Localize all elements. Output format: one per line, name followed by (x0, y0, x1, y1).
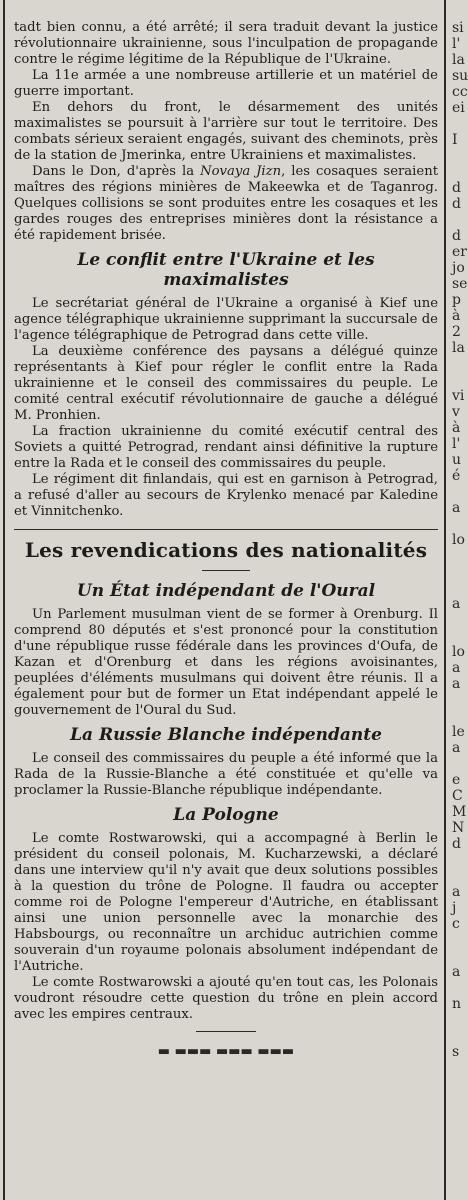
adjacent-column-line: la (452, 340, 465, 356)
subheading-oural: Un État indépendant de l'Oural (76, 581, 376, 601)
adjacent-column-line (452, 164, 465, 180)
adjacent-column-line (452, 612, 465, 628)
adjacent-column-line (452, 756, 465, 772)
adjacent-column-line (452, 1060, 465, 1076)
article-end-rule (196, 1031, 256, 1032)
adjacent-column-line: e (452, 772, 461, 788)
adjacent-column-line (452, 980, 465, 996)
subheading-pologne: La Pologne (173, 805, 279, 825)
adjacent-column-line (452, 356, 465, 372)
adjacent-column-line: er (452, 244, 467, 260)
adjacent-column-line: a (452, 884, 461, 900)
article-paragraph: La fraction ukrainienne du comité exécutif central des Soviets a quitté Petrograd, rendant ainsi définitive la rupture entre la Rada et le conseil des commissaires du peuple. (14, 424, 438, 471)
adjacent-column-line: l' (452, 36, 461, 52)
adjacent-column-line: u (452, 452, 462, 468)
adjacent-column-line: l' (452, 436, 461, 452)
adjacent-column-line: a (452, 676, 461, 692)
adjacent-column-line: à (452, 420, 461, 436)
adjacent-column-line (452, 484, 465, 500)
adjacent-column-line: jo (452, 260, 465, 276)
adjacent-column-line: 2 (452, 324, 461, 340)
article-paragraph: Dans le Don, d'après la Novaya Jizn, les cosaques seraient maîtres des régions minières de Makeewka et de Taganrog. Quelques collisions se sont produites entre les cosaques et les gardes rouges des entreprises minières dont la résistance a été rapidement brisée. (14, 164, 438, 243)
adjacent-column-line: d (452, 196, 461, 212)
article-paragraph: Le régiment dit finlandais, qui est en garnison à Petrograd, a refusé d'aller au secours de Krylenko menacé par Kaledine et Vinnitchenko. (14, 472, 438, 519)
adjacent-column-line: a (452, 964, 461, 980)
heading-underline (202, 570, 250, 571)
adjacent-column-line (452, 868, 465, 884)
adjacent-column-line (452, 628, 465, 644)
adjacent-column-line: C (452, 788, 463, 804)
adjacent-column-line: le (452, 724, 465, 740)
adjacent-column-line (452, 852, 465, 868)
adjacent-column-line (452, 708, 465, 724)
article-paragraph: La deuxième conférence des paysans a délégué quinze représentants à Kief pour régler le conflit entre la Rada ukrainienne et le conseil des commissaires du peuple. Le comité central exécutif révolutionnaire de gauche a délégué M. Pronhien. (14, 344, 438, 423)
adjacent-column-line: v (452, 404, 460, 420)
cut-off-next-heading: ▬ ▬▬▬ ▬▬▬ ▬▬▬ (157, 1044, 295, 1059)
column-divider (444, 0, 446, 1200)
adjacent-column-line (452, 212, 465, 228)
adjacent-column-line: ei (452, 100, 465, 116)
adjacent-column-line: j (452, 900, 457, 916)
adjacent-column-line (452, 948, 465, 964)
adjacent-column-line: lo (452, 644, 465, 660)
adjacent-column-line: la (452, 52, 465, 68)
adjacent-column-line: I (452, 132, 458, 148)
adjacent-column-line: s (452, 1044, 460, 1060)
adjacent-column-line: M (452, 804, 467, 820)
article-paragraph: Le comte Rostwarowski a ajouté qu'en tout cas, les Polonais voudront résoudre cette question du trône en plein accord avec les empires centraux. (14, 975, 438, 1022)
adjacent-column-line (452, 548, 465, 564)
adjacent-column-line: c (452, 916, 460, 932)
article-paragraph: Le secrétariat général de l'Ukraine a organisé à Kief une agence télégraphique ukrainienne supprimant la succursale de l'agence télégraphique de Petrograd dans cette ville. (14, 296, 438, 343)
adjacent-column-line: a (452, 500, 461, 516)
adjacent-column-line: a (452, 596, 461, 612)
adjacent-column-line (452, 692, 465, 708)
adjacent-column-line (452, 1012, 465, 1028)
adjacent-column-line: se (452, 276, 468, 292)
adjacent-column-line: d (452, 228, 461, 244)
subheading-russie-blanche: La Russie Blanche indépendante (70, 725, 382, 745)
adjacent-column-line (452, 372, 465, 388)
adjacent-column-line: su (452, 68, 468, 84)
adjacent-column-line: lo (452, 532, 465, 548)
adjacent-column-line: d (452, 836, 461, 852)
adjacent-column-line: p (452, 292, 461, 308)
adjacent-column-line: si (452, 20, 464, 36)
adjacent-column-line (452, 1028, 465, 1044)
section-divider (14, 529, 438, 530)
adjacent-column-line: vi (452, 388, 465, 404)
article-paragraph: tadt bien connu, a été arrêté; il sera traduit devant la justice révolutionnaire ukrainienne, sous l'inculpation de propagande contre le régime légitime de la République de l'Ukraine. (14, 20, 438, 67)
adjacent-column-fragment (452, 20, 468, 1092)
adjacent-column-line (452, 564, 465, 580)
adjacent-column-line: a (452, 660, 461, 676)
adjacent-column-line: N (452, 820, 465, 836)
article-paragraph: La 11e armée a une nombreuse artillerie et un matériel de guerre important. (14, 68, 438, 99)
adjacent-column-line (452, 116, 465, 132)
adjacent-column-line: cc (452, 84, 468, 100)
adjacent-column-line (452, 580, 465, 596)
article-paragraph: Le comte Rostwarowski, qui a accompagné à Berlin le président du conseil polonais, M. Kucharzewski, a déclaré dans une interview qu'il n'y avait que deux solutions possibles à la question du trône de Pologne. Il faudra ou accepter comme roi de Pologne l'empereur d'Autriche, en établissant ainsi une union personnelle avec la monarchie des Habsbourgs, ou reconnaître un archiduc autrichien comme souverain d'un royaume polonais absolument indépendant de l'Autriche. (14, 831, 438, 974)
section-heading-nationalites: Les revendications des nationalités (24, 538, 428, 562)
left-border-rule (3, 0, 5, 1200)
subheading-conflit: Le conflit entre l'Ukraine et les maximalistes (77, 250, 375, 290)
article-paragraph: Le conseil des commissaires du peuple a été informé que la Rada de la Russie-Blanche a été constituée et qu'elle va proclamer la Russie-Blanche république indépendante. (14, 751, 438, 798)
article-paragraph: En dehors du front, le désarmement des unités maximalistes se poursuit à l'arrière sur tout le territoire. Des combats sérieux seraient engagés, suivant des cheminots, près de la station de Jmerinka, entre Ukrainiens et maximalistes. (14, 100, 438, 163)
adjacent-column-line (452, 932, 465, 948)
main-column (14, 20, 438, 1059)
adjacent-column-line: n (452, 996, 462, 1012)
adjacent-column-line: d (452, 180, 461, 196)
adjacent-column-line (452, 1076, 465, 1092)
adjacent-column-line (452, 516, 465, 532)
adjacent-column-line: a (452, 740, 461, 756)
article-paragraph: Un Parlement musulman vient de se former à Orenburg. Il comprend 80 députés et s'est prononcé pour la constitution d'une république russe fédérale dans les provinces d'Oufa, de Kazan et d'Orenburg et dans les régions avoisinantes, peuplées d'éléments musulmans qui doivent être réunis. Il a également pour but de former un Etat indépendant appelé le gouvernement de l'Oural du Sud. (14, 607, 438, 718)
adjacent-column-line (452, 148, 465, 164)
adjacent-column-line: à (452, 308, 461, 324)
adjacent-column-line: é (452, 468, 461, 484)
